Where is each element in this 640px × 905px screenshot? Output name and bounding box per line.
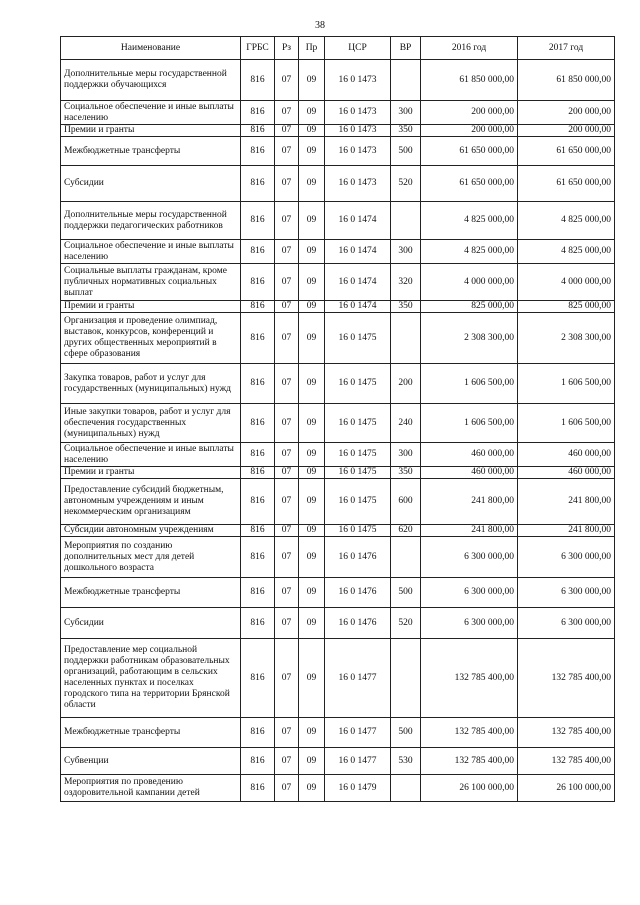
- cell-y2016: 4 000 000,00: [421, 264, 518, 301]
- cell-y2016: 61 850 000,00: [421, 60, 518, 101]
- cell-pr: 09: [299, 443, 325, 467]
- header-row: [61, 37, 615, 60]
- cell-vr: 300: [391, 101, 421, 125]
- table-row: [61, 240, 615, 264]
- cell-grbs: 816: [241, 608, 275, 639]
- cell-name: Субсидии: [61, 166, 241, 202]
- table-row: [61, 537, 615, 578]
- cell-grbs: 816: [241, 125, 275, 137]
- cell-csr: 16 0 1477: [325, 718, 391, 748]
- cell-rz: 07: [275, 313, 299, 364]
- cell-rz: 07: [275, 775, 299, 802]
- cell-rz: 07: [275, 264, 299, 301]
- cell-csr: 16 0 1475: [325, 525, 391, 537]
- cell-rz: 07: [275, 240, 299, 264]
- cell-vr: 620: [391, 525, 421, 537]
- cell-name: Межбюджетные трансферты: [61, 718, 241, 748]
- cell-pr: 09: [299, 748, 325, 775]
- cell-rz: 07: [275, 479, 299, 525]
- cell-pr: 09: [299, 125, 325, 137]
- cell-rz: 07: [275, 608, 299, 639]
- cell-vr: 200: [391, 364, 421, 404]
- cell-name: Закупка товаров, работ и услуг для государственных (муниципальных) нужд: [61, 364, 241, 404]
- cell-grbs: 816: [241, 101, 275, 125]
- cell-pr: 09: [299, 775, 325, 802]
- header-grbs: ГРБС: [241, 37, 275, 60]
- cell-pr: 09: [299, 467, 325, 479]
- cell-y2017: 61 650 000,00: [518, 166, 615, 202]
- cell-name: Межбюджетные трансферты: [61, 578, 241, 608]
- cell-csr: 16 0 1473: [325, 101, 391, 125]
- cell-y2017: 6 300 000,00: [518, 537, 615, 578]
- cell-grbs: 816: [241, 467, 275, 479]
- cell-pr: 09: [299, 202, 325, 240]
- cell-y2016: 200 000,00: [421, 125, 518, 137]
- cell-csr: 16 0 1475: [325, 313, 391, 364]
- cell-csr: 16 0 1474: [325, 240, 391, 264]
- cell-y2017: 61 650 000,00: [518, 137, 615, 166]
- cell-rz: 07: [275, 537, 299, 578]
- cell-pr: 09: [299, 537, 325, 578]
- cell-y2017: 4 825 000,00: [518, 202, 615, 240]
- cell-vr: 600: [391, 479, 421, 525]
- cell-csr: 16 0 1475: [325, 443, 391, 467]
- cell-name: Предоставление субсидий бюджетным, автономным учреждениям и иным некоммерческим организациям: [61, 479, 241, 525]
- cell-name: Иные закупки товаров, работ и услуг для обеспечения государственных (муниципальных) нужд: [61, 404, 241, 443]
- cell-vr: [391, 313, 421, 364]
- cell-y2016: 200 000,00: [421, 101, 518, 125]
- cell-y2017: 6 300 000,00: [518, 608, 615, 639]
- cell-csr: 16 0 1477: [325, 639, 391, 718]
- cell-vr: [391, 639, 421, 718]
- cell-pr: 09: [299, 301, 325, 313]
- cell-vr: 350: [391, 125, 421, 137]
- page-number: 38: [315, 20, 325, 31]
- cell-grbs: 816: [241, 479, 275, 525]
- cell-y2017: 132 785 400,00: [518, 748, 615, 775]
- cell-pr: 09: [299, 718, 325, 748]
- table-row: [61, 166, 615, 202]
- cell-grbs: 816: [241, 639, 275, 718]
- cell-y2016: 1 606 500,00: [421, 364, 518, 404]
- cell-vr: 350: [391, 301, 421, 313]
- cell-y2016: 6 300 000,00: [421, 608, 518, 639]
- cell-name: Дополнительные меры государственной поддержки обучающихся: [61, 60, 241, 101]
- cell-rz: 07: [275, 525, 299, 537]
- cell-y2017: 132 785 400,00: [518, 718, 615, 748]
- cell-y2016: 1 606 500,00: [421, 404, 518, 443]
- table-row: [61, 101, 615, 125]
- cell-y2017: 4 825 000,00: [518, 240, 615, 264]
- cell-rz: 07: [275, 748, 299, 775]
- cell-name: Дополнительные меры государственной поддержки педагогических работников: [61, 202, 241, 240]
- cell-grbs: 816: [241, 578, 275, 608]
- cell-csr: 16 0 1473: [325, 60, 391, 101]
- cell-rz: 07: [275, 443, 299, 467]
- cell-grbs: 816: [241, 137, 275, 166]
- cell-y2016: 241 800,00: [421, 479, 518, 525]
- header-pr: Пр: [299, 37, 325, 60]
- table-row: [61, 301, 615, 313]
- table-row: [61, 578, 615, 608]
- cell-pr: 09: [299, 639, 325, 718]
- cell-csr: 16 0 1475: [325, 404, 391, 443]
- table-row: [61, 639, 615, 718]
- table-row: [61, 608, 615, 639]
- cell-y2017: 200 000,00: [518, 101, 615, 125]
- cell-pr: 09: [299, 525, 325, 537]
- cell-vr: [391, 775, 421, 802]
- cell-rz: 07: [275, 404, 299, 443]
- cell-rz: 07: [275, 301, 299, 313]
- cell-vr: [391, 60, 421, 101]
- table-row: [61, 202, 615, 240]
- cell-rz: 07: [275, 364, 299, 404]
- cell-pr: 09: [299, 364, 325, 404]
- cell-pr: 09: [299, 313, 325, 364]
- cell-y2016: 6 300 000,00: [421, 578, 518, 608]
- cell-pr: 09: [299, 608, 325, 639]
- cell-y2016: 132 785 400,00: [421, 639, 518, 718]
- table-row: [61, 479, 615, 525]
- cell-name: Социальные выплаты гражданам, кроме публичных нормативных социальных выплат: [61, 264, 241, 301]
- cell-grbs: 816: [241, 264, 275, 301]
- table-row: [61, 125, 615, 137]
- cell-name: Субсидии: [61, 608, 241, 639]
- cell-y2016: 6 300 000,00: [421, 537, 518, 578]
- cell-csr: 16 0 1476: [325, 608, 391, 639]
- cell-vr: 240: [391, 404, 421, 443]
- cell-grbs: 816: [241, 443, 275, 467]
- table-row: [61, 525, 615, 537]
- cell-grbs: 816: [241, 313, 275, 364]
- cell-csr: 16 0 1475: [325, 364, 391, 404]
- cell-csr: 16 0 1474: [325, 202, 391, 240]
- cell-csr: 16 0 1473: [325, 137, 391, 166]
- cell-vr: 350: [391, 467, 421, 479]
- cell-y2016: 241 800,00: [421, 525, 518, 537]
- table-row: [61, 313, 615, 364]
- budget-table: [60, 36, 615, 802]
- cell-name: Мероприятия по созданию дополнительных мест для детей дошкольного возраста: [61, 537, 241, 578]
- cell-y2016: 460 000,00: [421, 467, 518, 479]
- cell-y2016: 825 000,00: [421, 301, 518, 313]
- cell-y2017: 241 800,00: [518, 525, 615, 537]
- cell-csr: 16 0 1477: [325, 748, 391, 775]
- header-csr: ЦСР: [325, 37, 391, 60]
- cell-vr: [391, 202, 421, 240]
- cell-vr: 500: [391, 137, 421, 166]
- cell-grbs: 816: [241, 404, 275, 443]
- cell-y2016: 61 650 000,00: [421, 137, 518, 166]
- cell-grbs: 816: [241, 60, 275, 101]
- cell-y2017: 241 800,00: [518, 479, 615, 525]
- cell-csr: 16 0 1476: [325, 537, 391, 578]
- cell-name: Межбюджетные трансферты: [61, 137, 241, 166]
- cell-vr: [391, 537, 421, 578]
- cell-name: Социальное обеспечение и иные выплаты населению: [61, 101, 241, 125]
- header-2016: 2016 год: [421, 37, 518, 60]
- cell-y2017: 132 785 400,00: [518, 639, 615, 718]
- table-row: [61, 264, 615, 301]
- cell-vr: 300: [391, 443, 421, 467]
- cell-y2017: 61 850 000,00: [518, 60, 615, 101]
- cell-vr: 500: [391, 578, 421, 608]
- cell-vr: 500: [391, 718, 421, 748]
- cell-pr: 09: [299, 479, 325, 525]
- cell-grbs: 816: [241, 537, 275, 578]
- cell-vr: 300: [391, 240, 421, 264]
- cell-name: Организация и проведение олимпиад, выставок, конкурсов, конференций и других общественных мероприятий в сфере образования: [61, 313, 241, 364]
- table-row: [61, 775, 615, 802]
- cell-name: Субвенции: [61, 748, 241, 775]
- cell-grbs: 816: [241, 718, 275, 748]
- cell-vr: 520: [391, 166, 421, 202]
- cell-y2017: 1 606 500,00: [518, 364, 615, 404]
- cell-pr: 09: [299, 264, 325, 301]
- cell-y2016: 460 000,00: [421, 443, 518, 467]
- cell-grbs: 816: [241, 202, 275, 240]
- cell-rz: 07: [275, 718, 299, 748]
- cell-rz: 07: [275, 137, 299, 166]
- cell-grbs: 816: [241, 240, 275, 264]
- cell-y2016: 26 100 000,00: [421, 775, 518, 802]
- table-row: [61, 404, 615, 443]
- cell-grbs: 816: [241, 525, 275, 537]
- table-row: [61, 748, 615, 775]
- cell-csr: 16 0 1475: [325, 479, 391, 525]
- header-name: Наименование: [61, 37, 241, 60]
- cell-y2016: 4 825 000,00: [421, 202, 518, 240]
- cell-csr: 16 0 1474: [325, 301, 391, 313]
- cell-y2017: 460 000,00: [518, 467, 615, 479]
- cell-grbs: 816: [241, 748, 275, 775]
- cell-grbs: 816: [241, 166, 275, 202]
- cell-name: Социальное обеспечение и иные выплаты населению: [61, 240, 241, 264]
- cell-y2017: 2 308 300,00: [518, 313, 615, 364]
- cell-name: Предоставление мер социальной поддержки работникам образовательных организаций, работающим в сельских населенных пунктах и поселках городского типа на территории Брянской области: [61, 639, 241, 718]
- cell-y2017: 4 000 000,00: [518, 264, 615, 301]
- table-row: [61, 443, 615, 467]
- table-row: [61, 467, 615, 479]
- cell-rz: 07: [275, 125, 299, 137]
- table-row: [61, 718, 615, 748]
- cell-rz: 07: [275, 101, 299, 125]
- cell-name: Премии и гранты: [61, 301, 241, 313]
- cell-rz: 07: [275, 60, 299, 101]
- cell-y2016: 2 308 300,00: [421, 313, 518, 364]
- cell-y2016: 61 650 000,00: [421, 166, 518, 202]
- cell-name: Премии и гранты: [61, 125, 241, 137]
- cell-pr: 09: [299, 404, 325, 443]
- cell-grbs: 816: [241, 301, 275, 313]
- header-2017: 2017 год: [518, 37, 615, 60]
- cell-rz: 07: [275, 578, 299, 608]
- cell-grbs: 816: [241, 775, 275, 802]
- cell-y2017: 1 606 500,00: [518, 404, 615, 443]
- cell-grbs: 816: [241, 364, 275, 404]
- cell-y2017: 460 000,00: [518, 443, 615, 467]
- cell-name: Социальное обеспечение и иные выплаты населению: [61, 443, 241, 467]
- cell-rz: 07: [275, 639, 299, 718]
- cell-pr: 09: [299, 240, 325, 264]
- cell-pr: 09: [299, 166, 325, 202]
- cell-csr: 16 0 1476: [325, 578, 391, 608]
- header-vr: ВР: [391, 37, 421, 60]
- cell-pr: 09: [299, 137, 325, 166]
- cell-name: Субсидии автономным учреждениям: [61, 525, 241, 537]
- header-rz: Рз: [275, 37, 299, 60]
- cell-y2016: 132 785 400,00: [421, 718, 518, 748]
- table-row: [61, 364, 615, 404]
- cell-csr: 16 0 1479: [325, 775, 391, 802]
- cell-rz: 07: [275, 166, 299, 202]
- cell-y2017: 825 000,00: [518, 301, 615, 313]
- cell-pr: 09: [299, 60, 325, 101]
- cell-rz: 07: [275, 467, 299, 479]
- cell-csr: 16 0 1473: [325, 125, 391, 137]
- cell-name: Премии и гранты: [61, 467, 241, 479]
- cell-y2016: 4 825 000,00: [421, 240, 518, 264]
- table-row: [61, 60, 615, 101]
- cell-vr: 530: [391, 748, 421, 775]
- cell-pr: 09: [299, 101, 325, 125]
- cell-csr: 16 0 1473: [325, 166, 391, 202]
- cell-y2017: 26 100 000,00: [518, 775, 615, 802]
- cell-csr: 16 0 1474: [325, 264, 391, 301]
- cell-rz: 07: [275, 202, 299, 240]
- cell-y2017: 200 000,00: [518, 125, 615, 137]
- cell-name: Мероприятия по проведению оздоровительной кампании детей: [61, 775, 241, 802]
- cell-pr: 09: [299, 578, 325, 608]
- cell-csr: 16 0 1475: [325, 467, 391, 479]
- cell-y2016: 132 785 400,00: [421, 748, 518, 775]
- cell-vr: 320: [391, 264, 421, 301]
- cell-vr: 520: [391, 608, 421, 639]
- table-row: [61, 137, 615, 166]
- cell-y2017: 6 300 000,00: [518, 578, 615, 608]
